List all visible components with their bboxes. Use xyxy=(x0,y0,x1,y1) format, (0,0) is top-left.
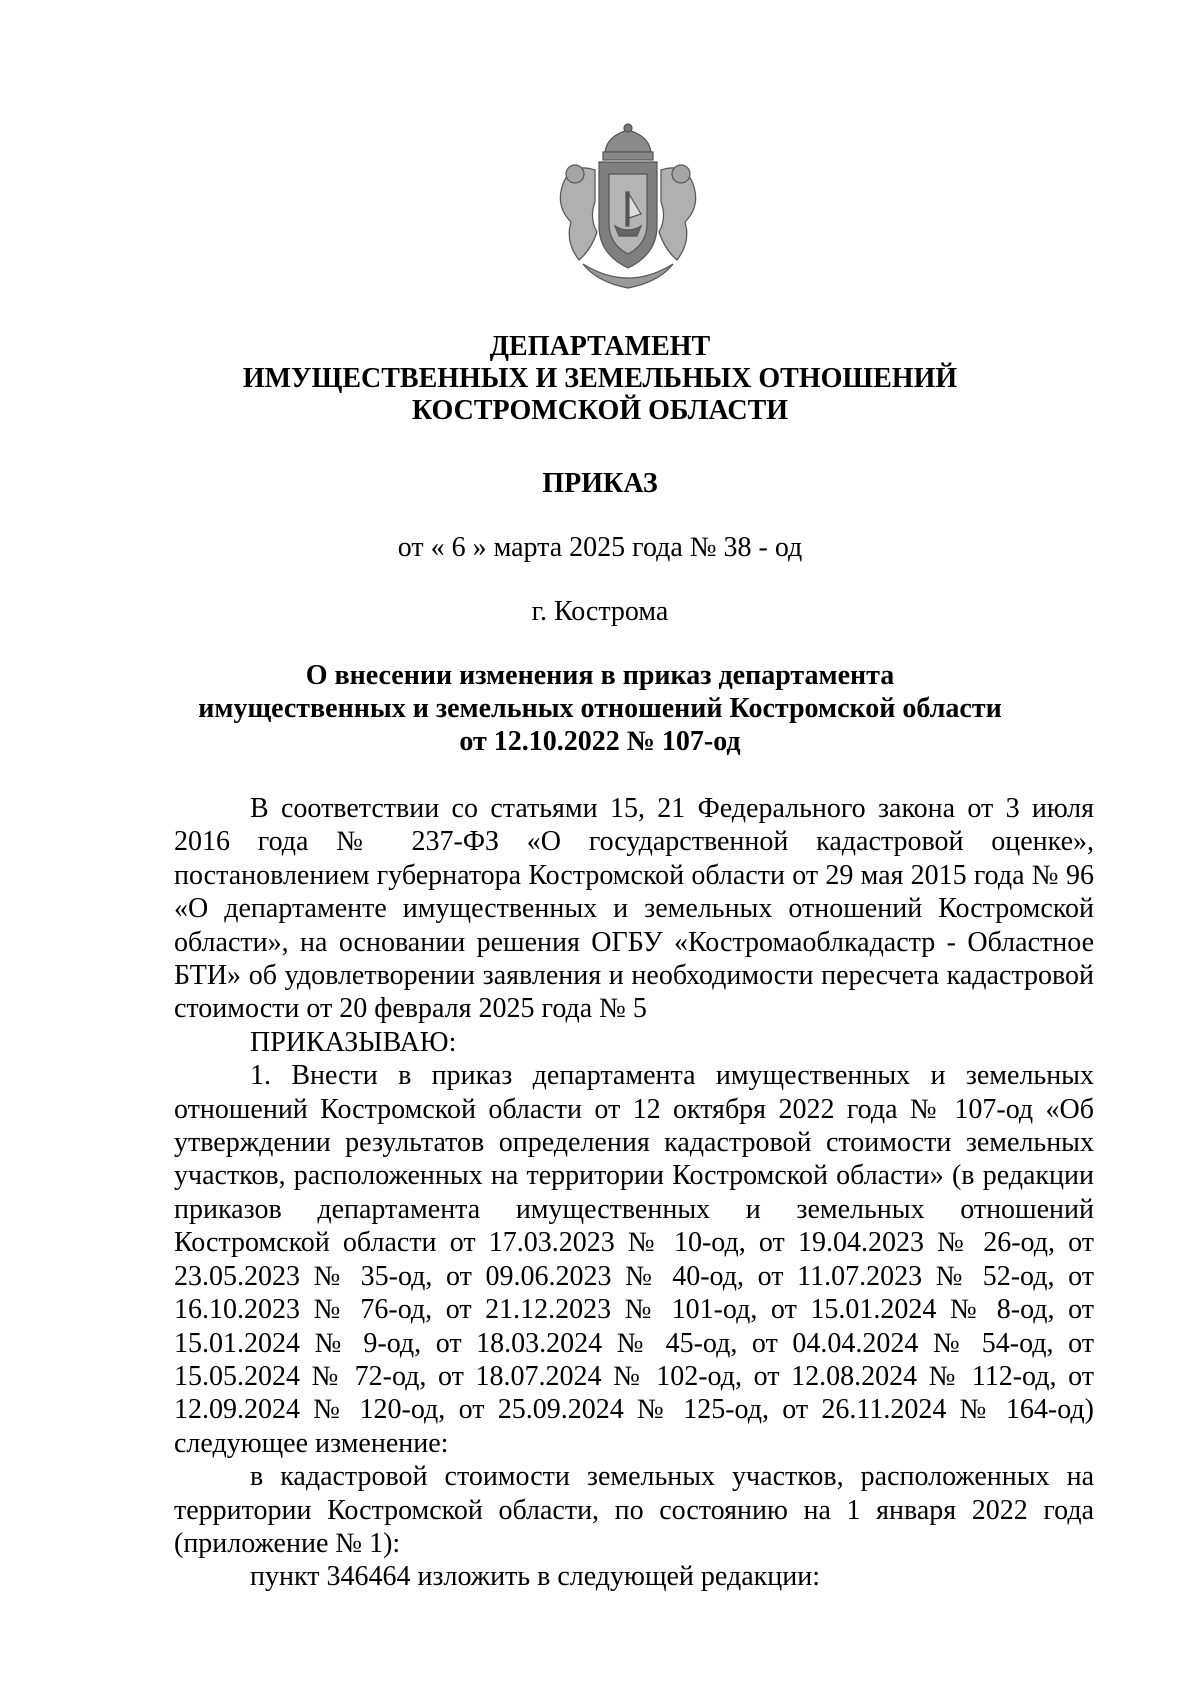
department-line-1: ДЕПАРТАМЕНТ xyxy=(489,331,711,362)
order-date: от « 6 » марта 2025 года № 38 - од xyxy=(397,532,803,563)
title-line-1: О внесении изменения в приказ департамента xyxy=(305,660,895,691)
department-line-2: ИМУЩЕСТВЕННЫХ И ЗЕМЕЛЬНЫХ ОТНОШЕНИЙ xyxy=(242,363,958,394)
title-line-3: от 12.10.2022 № 107-од xyxy=(459,726,741,757)
paragraph-point: пункт 346464 изложить в следующей редакции: xyxy=(250,1561,820,1593)
order-heading: ПРИКАЗ xyxy=(542,468,658,499)
paragraph-order-word: ПРИКАЗЫВАЮ: xyxy=(250,1026,457,1058)
title-line-2: имущественных и земельных отношений Костромской области xyxy=(198,693,1002,724)
paragraph-change: в кадастровой стоимости земельных участков, расположенных на территории Костромской области, по состоянию на 1 января 2022 года (приложение № 1): xyxy=(174,1461,1094,1559)
paragraph-preamble: В соответствии со статьями 15, 21 Федерального закона от 3 июля 2016 года № 237-ФЗ «О государственной кадастровой оценке», постановлением губернатора Костромской области от 29 мая 2015 года № 96 «О департаменте имущественных и земельных отношений Костромской области», на основании решения ОГБУ «Костромаоблкадастр - Областное БТИ» об удовлетворении заявления и необходимости пересчета кадастровой стоимости от 20 февраля 2025 года № 5 xyxy=(174,793,1094,1025)
order-title xyxy=(0,659,1200,758)
order-body xyxy=(174,792,1094,1594)
order-city: г. Кострома xyxy=(531,596,669,627)
department-name xyxy=(0,331,1200,427)
paragraph-item-1: 1. Внести в приказ департамента имущественных и земельных отношений Костромской области от 12 октября 2022 года № 107-од «Об утверждении результатов определения кадастровой стоимости земельных участков, расположенных на территории Костромской области» (в редакции приказов департамента имущественных и земельных отношений Костромской области от 17.03.2023 № 10-од, от 19.04.2023 № 26-од, от 23.05.2023 № 35-од, от 09.06.2023 № 40-од, от 11.07.2023 № 52-од, от 16.10.2023 № 76-од, от 21.12.2023 № 101-од, от 15.01.2024 № 8-од, от 15.01.2024 № 9-од, от 18.03.2024 № 45-од, от 04.04.2024 № 54-од, от 15.05.2024 № 72-од, от 18.07.2024 № 102-од, от 12.08.2024 № 112-од, от 12.09.2024 № 120-од, от 25.09.2024 № 125-од, от 26.11.2024 № 164-од) следующее изменение: xyxy=(174,1060,1094,1459)
coat-of-arms-icon xyxy=(535,122,721,298)
department-line-3: КОСТРОМСКОЙ ОБЛАСТИ xyxy=(411,395,789,426)
